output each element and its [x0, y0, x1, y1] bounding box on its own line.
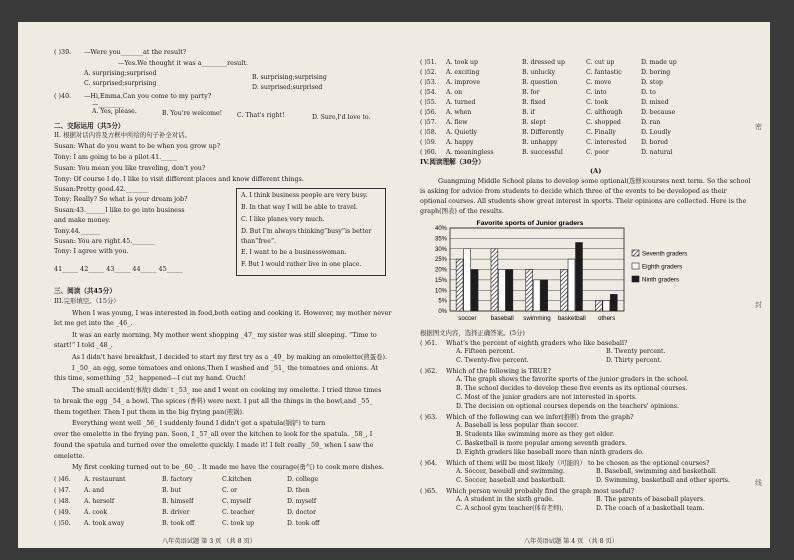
- q60-num: ( )60.: [420, 149, 437, 156]
- q65-a: A. A student in the sixth grade.: [456, 496, 554, 503]
- passage-line: When I was young, I was interested in food,both eating and cooking it. However, my mother never: [72, 309, 392, 317]
- q53-b: B. question: [522, 79, 558, 86]
- chart-bar-others-seventh: [595, 301, 602, 311]
- q53-num: ( )53.: [420, 79, 437, 86]
- passage-line: to break the egg _54_ a bowl. The spices (香料) were next. I put all the things in the bowl,and _55_: [54, 397, 373, 405]
- reading-passage-line: graph(图表) of the results.: [420, 207, 504, 215]
- q59-b: B. unhappy: [522, 139, 558, 146]
- passage-line: The small accident(事故) didn' t _53_ me and I went on cooking my omelette. I tried three times: [72, 386, 382, 394]
- q55-b: B. fixed: [522, 99, 546, 106]
- q55-c: C. took: [586, 99, 609, 106]
- dialog-line: Susan: What do you want to be when you grow up?: [54, 142, 221, 150]
- chart-title: Favorite sports of Junior graders: [476, 220, 584, 227]
- q59-c: C. interested: [586, 139, 627, 146]
- chart-y-tick-label: 40%: [434, 226, 447, 232]
- q62-d: D. The decision on optional courses depends on the teachers' opinions.: [456, 403, 679, 410]
- reading-passage-line: is asking for advice from students to decide which three of the events to be developed as their: [420, 187, 727, 195]
- q61-b: B. Twenty percent.: [606, 348, 666, 355]
- q58-num: ( )58.: [420, 129, 437, 136]
- q56-d: D. because: [641, 109, 676, 116]
- q61-c: C. Twenty-five percent.: [456, 357, 529, 364]
- q55-num: ( )55.: [420, 99, 437, 106]
- q61-num: ( )61.: [420, 339, 438, 347]
- q60-a: A. meaningless: [446, 149, 494, 156]
- passage-line: My first cooking turned out to be _60_ . It made me have the courage(勇气) to cook more dishes.: [72, 463, 384, 471]
- q50-num: ( )50.: [54, 520, 71, 527]
- chart-x-tick-label: swimming: [523, 315, 551, 322]
- q62-c: C. Most of the junior graders are not interested in sports.: [456, 394, 637, 401]
- box-option-b: B. In that way I will be able to travel.: [241, 204, 358, 211]
- part-a-heading: (A): [590, 167, 602, 175]
- box-option-c: C. I like planes very much.: [241, 216, 325, 223]
- q59-d: D. bored: [641, 139, 668, 146]
- chart-bar-basketball-eighth: [568, 259, 575, 311]
- q49-c: C. teacher: [222, 509, 255, 516]
- q59-num: ( )59.: [420, 139, 437, 146]
- q50-d: D. took off: [287, 520, 320, 527]
- q60-d: D. natural: [641, 149, 673, 156]
- q55-a: A. turned: [446, 99, 476, 106]
- q46-b: B. factory: [162, 476, 193, 483]
- chart-legend-label: Eighth graders: [642, 263, 683, 271]
- q64-d: D. Swimming, basketball and other sports.: [596, 477, 730, 484]
- answer-blanks: 41_____ 42_____ 43_____ 44_____ 45_____: [54, 265, 183, 273]
- q62-a: A. The graph shows the favorite sports of the junior graders in the school.: [456, 376, 689, 383]
- box-option-a: A. I think business people are very busy.: [241, 192, 368, 199]
- q46-c: C.kitchen: [222, 476, 252, 483]
- dialog-line: Tony: Of course I do. I like to visit different places and know different things.: [54, 175, 304, 183]
- q64-c: C. Soccer, baseball and basketball.: [456, 477, 566, 484]
- chart-bar-swimming-ninth: [541, 280, 548, 311]
- q39-num: ( )39.: [54, 48, 72, 56]
- q62-num: ( )62.: [420, 367, 438, 375]
- chart-y-tick-label: 15%: [434, 277, 447, 284]
- chart-x-labels: [458, 315, 615, 322]
- passage-line: I _50_ an egg, some tomatoes and onions.Then I washed and _51_ the tomatoes and onions. At: [72, 364, 378, 372]
- chart-legend-label: Seventh graders: [642, 250, 688, 258]
- dialog-line: Susan:43.______I like to go into business: [54, 206, 185, 214]
- reading-passage-line: Guangming Middle School plans to develop some optional(选修)courses next term. So the school: [438, 177, 751, 185]
- chart-y-tick-label: 25%: [434, 257, 447, 264]
- chart-x-tick-label: soccer: [458, 315, 477, 322]
- chart-bar-others-eighth: [603, 301, 610, 311]
- options-box: [236, 188, 386, 276]
- q64-a: A. Soccer, baseball and swimming.: [456, 468, 565, 475]
- dialog-line: Susan: You mean you like traveling, don't you?: [54, 164, 206, 172]
- passage-line: let me get into the _46_.: [54, 319, 133, 327]
- q56-b: B. if: [522, 109, 535, 116]
- q59-a: A. happy: [446, 139, 474, 146]
- q64-stem: Which of them will be most likely（可能的） to be chosen as the optional courses?: [446, 459, 710, 467]
- page-footer-left: 八年英语试题 第 3 页 （共 8 页）: [162, 538, 256, 545]
- q58-d: D. Loudly: [641, 129, 671, 136]
- dialog-line: Susan:Pretty good.42._______: [54, 185, 149, 193]
- q54-c: C. into: [586, 89, 607, 96]
- q54-num: ( )54.: [420, 89, 437, 96]
- q39-option-c: C. surprised;surprising: [84, 80, 157, 87]
- section3-title: 三、阅读（共45分）: [54, 287, 116, 295]
- q40-stem: —Hi,Emma.Can you come to my party?: [84, 92, 212, 100]
- chart-y-tick-label: 20%: [434, 267, 447, 274]
- q58-c: C. Finally: [586, 129, 616, 136]
- q57-num: ( )57.: [420, 119, 437, 126]
- q51-b: B. dressed up: [522, 59, 565, 66]
- chart-bar-soccer-eighth: [464, 249, 471, 311]
- q50-c: C. took up: [222, 520, 255, 527]
- section2-instruction: II. 根据对话内容及方框中所给的句子补全对话。: [54, 131, 191, 139]
- chart-y-tick-label: 30%: [434, 246, 447, 253]
- chart-bar-baseball-seventh: [491, 249, 498, 311]
- cloze-title: III.完形填空。（15分）: [54, 297, 120, 305]
- q57-d: D. ran: [641, 119, 661, 126]
- q47-a: A. and: [84, 487, 105, 494]
- q49-a: A. cook: [84, 509, 108, 516]
- q46-d: D. college: [287, 476, 319, 483]
- q39-option-d: D. surprised;surprised: [252, 84, 323, 91]
- box-option-d-cont: than“free”.: [241, 238, 277, 245]
- passage-line: over the omelette in the frying pan. Soon, I _57_all over the kitchen to look for the spatula. _58_, I: [54, 430, 373, 438]
- q55-d: D. mixed: [641, 99, 669, 106]
- q60-b: B. successful: [522, 149, 563, 156]
- q40-option-b: B. You're welcome!: [162, 110, 223, 117]
- box-option-e: E. I want to be a businesswoman.: [241, 249, 347, 256]
- chart-y-tick-label: 10%: [434, 288, 447, 295]
- chart-legend-label: Ninth graders: [642, 276, 680, 284]
- chart-x-tick-label: others: [597, 315, 616, 322]
- q58-b: B. Differently: [522, 129, 565, 136]
- q47-num: ( )47.: [54, 487, 71, 494]
- dialog-line: Tony: I am going to be a pilot.41._____: [54, 153, 178, 161]
- seal-mark: 封: [755, 301, 762, 309]
- seal-mark: 线: [755, 479, 762, 487]
- q51-num: ( )51.: [420, 59, 437, 66]
- q63-c: C. Basketball is more popular among seventh graders.: [456, 440, 627, 447]
- q46-num: ( )46.: [54, 476, 71, 483]
- q51-d: D. made up: [641, 59, 677, 66]
- box-option-f: F. But I would rather live in one place.: [241, 261, 362, 268]
- page-footer-right: 八年英语试题 第 4 页 （共 8 页）: [524, 538, 618, 545]
- q61-d: D. Thirty percent.: [606, 357, 662, 364]
- chart-bar-soccer-ninth: [471, 270, 478, 312]
- q65-c: C. A school gym teacher(体育老师).: [456, 505, 564, 512]
- q51-a: A. took up: [446, 59, 479, 66]
- passage-line: As I didn't have breakfast, I decided to start my first try as a _49_ by making an omelette(煎蛋卷).: [72, 353, 388, 361]
- chart-bar-others-ninth: [610, 294, 617, 311]
- passage-line: found the spatula and turned over the omelette quickly. I made it! I felt really _59_ when I saw the: [54, 441, 374, 449]
- dialog-line: Tony: Really? So what is your dream job?: [54, 195, 188, 203]
- q48-c: C. myself: [222, 498, 251, 505]
- chart-legend-swatch: [632, 276, 639, 282]
- chart-bar-baseball-ninth: [506, 270, 513, 312]
- q48-d: D. myself: [287, 498, 317, 505]
- q63-d: D. Eighth graders like baseball more than ninth graders do.: [456, 449, 644, 456]
- exam-paper: [18, 22, 770, 548]
- dialog-line: Tony: I agree with you.: [54, 247, 129, 255]
- reading-passage-line: optional courses. All students show great interest in sports. Their opinions are collected. Here is the: [420, 197, 747, 205]
- q40-num: ( )40.: [54, 92, 72, 100]
- q54-d: D. to: [641, 89, 656, 96]
- q47-d: D. then: [287, 487, 310, 494]
- chart-bar-swimming-eighth: [533, 280, 540, 311]
- q56-a: A. when: [446, 109, 472, 116]
- q62-b: B. The school decides to develop these five events as its optional courses.: [456, 385, 688, 392]
- chart-legend-swatch: [632, 263, 639, 269]
- q65-num: ( )65.: [420, 487, 438, 495]
- sports-bar-chart: [422, 216, 722, 324]
- q62-stem: Which of the following is TRUE?: [446, 367, 552, 375]
- q52-b: B. unlucky: [522, 69, 556, 76]
- q52-c: C. fantastic: [586, 69, 622, 76]
- q48-num: ( )48.: [54, 498, 71, 505]
- q39-option-a: A. surprising;surprised: [84, 70, 157, 77]
- q48-b: B. himself: [162, 498, 194, 505]
- q40-option-a: A. Yes, please.: [92, 108, 137, 115]
- q52-a: A. exciting: [446, 69, 480, 76]
- chart-y-tick-label: 0%: [438, 309, 447, 315]
- q47-b: B. but: [162, 487, 181, 494]
- q63-a: A. Baseball is less popular than soccer.: [456, 422, 579, 429]
- box-option-d: D. But I'm always thinking“busy”is better: [241, 228, 372, 235]
- q53-a: A. improve: [446, 79, 481, 86]
- chart-bar-swimming-seventh: [526, 270, 533, 312]
- q64-num: ( )64.: [420, 459, 438, 467]
- passage-line: It was an early morning. My mother went shopping _47_ my sister was still sleeping. “Time to: [72, 331, 377, 339]
- chart-legend: [632, 250, 687, 284]
- q52-num: ( )52.: [420, 69, 437, 76]
- passage-line: this time, something _52_ happened—I cut my hand. Ouch!: [54, 374, 246, 382]
- q61-stem: What's the percent of eighth graders who like baseball?: [446, 339, 628, 347]
- chart-legend-swatch: [632, 250, 639, 256]
- q65-b: B. The parents of baseball players.: [596, 496, 706, 503]
- passage-line: omelette.: [54, 452, 85, 460]
- chart-bar-baseball-eighth: [498, 270, 505, 312]
- q61-a: A. Fifteen percent.: [456, 348, 515, 355]
- q65-stem: Which person would probably find the graph most useful?: [446, 487, 635, 495]
- q65-d: D. The coach of a basketball team.: [596, 505, 705, 512]
- q51-c: C. cut up: [586, 59, 615, 66]
- chart-y-tick-label: 5%: [438, 298, 447, 305]
- q46-a: A. restaurant: [84, 476, 126, 483]
- chart-bar-basketball-ninth: [576, 243, 583, 311]
- q39-stem2: —Yes.We thought it was a________result.: [118, 59, 248, 67]
- seal-mark: 密: [755, 123, 762, 131]
- chart-bar-basketball-seventh: [561, 270, 568, 312]
- passage-line: start!” I told _48_.: [54, 341, 113, 349]
- dialog-line: Tony.44.______: [54, 227, 100, 235]
- passage-line: them together. Then I put them in the big frying pan(煎锅).: [54, 408, 245, 416]
- q49-d: D. doctor: [287, 509, 316, 516]
- q50-a: A. took away: [84, 520, 125, 527]
- q57-c: C. shopped: [586, 119, 621, 126]
- q40-stem2: —________: [92, 100, 124, 108]
- passage-line: Everything went well _56_ I suddenly found I didn't get a spatula(锅铲) to turn: [72, 419, 326, 427]
- q63-stem: Which of the following can we infer(推断) from the graph?: [446, 413, 634, 421]
- q49-b: B. driver: [162, 509, 190, 516]
- q53-d: D. stop: [641, 79, 664, 86]
- section2-title: 二、交际运用（共5分）: [54, 122, 125, 130]
- q56-c: C. although: [586, 109, 623, 116]
- questions-instruction: 根据图文内容，选择正确答案。(5分): [420, 329, 525, 337]
- q57-a: A. flew: [446, 119, 468, 126]
- q57-b: B. slept: [522, 119, 546, 126]
- q63-b: B. Students like swimming more as they get older.: [456, 431, 615, 438]
- dialog-line: Susan: You are right.45._______: [54, 237, 155, 245]
- q49-num: ( )49.: [54, 509, 71, 516]
- q40-option-d: D. Sure,I'd love to.: [312, 114, 371, 121]
- q54-a: A. on: [446, 89, 463, 96]
- q63-num: ( )63.: [420, 413, 438, 421]
- q47-c: C. or: [222, 487, 238, 494]
- q54-b: B. for: [522, 89, 540, 96]
- q50-b: B. took off: [162, 520, 195, 527]
- chart-x-tick-label: basketball: [557, 315, 586, 322]
- dialog-line: and make money.: [54, 216, 111, 224]
- q53-c: C. move: [586, 79, 612, 86]
- q39-option-b: B. surprising;surprising: [252, 74, 327, 81]
- q56-num: ( )56.: [420, 109, 437, 116]
- chart-x-tick-label: baseball: [490, 315, 514, 322]
- chart-y-tick-label: 35%: [434, 236, 447, 243]
- q40-option-c: C. That's right!: [237, 112, 285, 119]
- q60-c: C. poor: [586, 149, 609, 156]
- q64-b: B. Baseball, swimming and basketball.: [596, 468, 718, 475]
- q39-stem: —Were you_______at the result?: [84, 48, 187, 56]
- q48-a: A. herself: [84, 498, 115, 505]
- q52-d: D. boring: [641, 69, 671, 76]
- chart-bar-soccer-seventh: [456, 259, 463, 311]
- q58-a: A. Quietly: [446, 129, 478, 136]
- reading-title: IV.阅读理解（30分）: [420, 158, 485, 166]
